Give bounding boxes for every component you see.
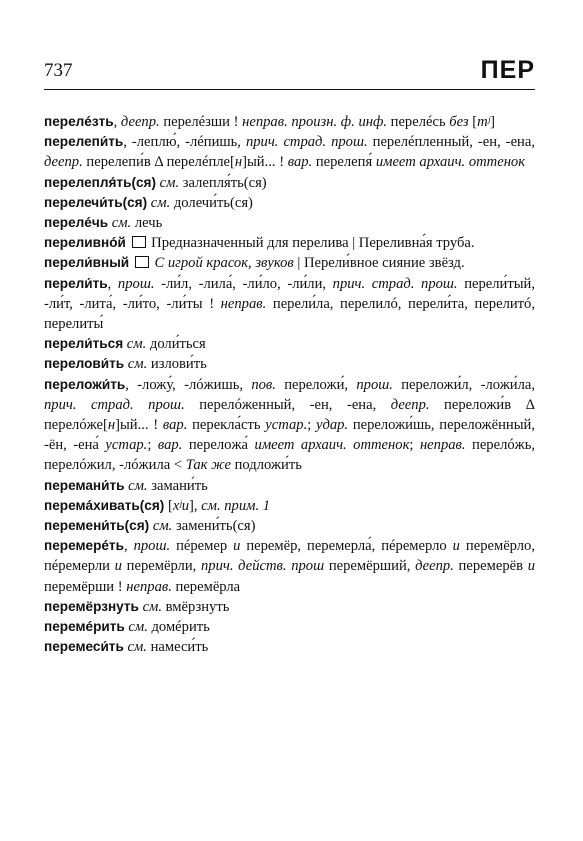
entry-label-italic: и <box>114 558 122 575</box>
dictionary-entry <box>44 617 535 637</box>
entry-text: перелéсь <box>387 114 450 130</box>
entry-label-italic: см. <box>126 336 147 353</box>
entry-headword: перелечи́ть(ся) <box>44 194 148 210</box>
entry-headword: перели́ться <box>44 336 124 352</box>
dictionary-entry <box>44 476 535 496</box>
entry-text: , -ложу́, -лóжишь, <box>125 376 252 393</box>
running-header: ПЕР <box>480 56 535 84</box>
header-rule <box>44 89 535 90</box>
entry-text: переложи́, <box>275 376 357 393</box>
dictionary-entry <box>44 173 535 193</box>
entry-label-italic: деепр. <box>415 558 454 575</box>
entry-text: домéрить <box>147 619 210 636</box>
entry-text: долечи́ть(ся) <box>170 194 253 211</box>
entry-label-italic: см. <box>127 639 147 656</box>
entry-text: перемёрла <box>171 578 241 595</box>
entry-text: перемёрло, пéремерли <box>44 538 536 575</box>
dictionary-entry <box>44 213 535 233</box>
dictionary-entry <box>44 375 535 476</box>
dictionary-entry <box>44 516 535 536</box>
entry-text: перелóжь, перелóжил, -лóжила < <box>44 437 536 474</box>
entry-text: перемёрши ! <box>44 578 127 595</box>
dictionary-entry <box>44 193 535 213</box>
entry-text: подложи́ть <box>230 457 302 474</box>
entry-label-italic: и <box>452 538 460 555</box>
entry-headword: перемани́ть <box>44 477 125 493</box>
entry-label-italic: вар. <box>157 437 183 454</box>
entry-text: , <box>123 538 134 555</box>
entry-headword: перемеси́ть <box>44 639 124 655</box>
entry-label-italic: см. <box>128 477 148 494</box>
entry-text: пéремер <box>170 538 234 555</box>
entry-text: замени́ть(ся) <box>172 518 256 535</box>
entry-headword: перелепля́ть(ся) <box>44 174 156 190</box>
entry-headword: перемáхивать(ся) <box>44 497 165 513</box>
entry-label-italic: имеет архаич. оттенок <box>375 154 526 171</box>
entry-label-italic: см. <box>127 356 148 373</box>
entry-text: залепля́ть(ся) <box>179 174 267 191</box>
entry-text: перелепи́в Δ перелéпле[ <box>82 154 235 171</box>
entry-label-italic: неправ. <box>220 295 267 312</box>
entry-text: переложи́шь, переложённый, -ён, -ена́ <box>44 417 535 454</box>
entry-label-italic: деепр. <box>390 396 430 413</box>
entry-headword: перелéзть <box>44 114 114 129</box>
entry-text: перели́тый, -ли́т, -лита́, -ли́то, -ли́ты ! <box>44 275 535 312</box>
entry-label-italic: Так же <box>185 457 231 474</box>
entry-headword: перелови́ть <box>44 356 125 372</box>
entry-label-italic: см. <box>128 619 148 636</box>
entry-headword: переливнóй <box>44 235 126 251</box>
entry-label-italic: имеет архаич. оттенок <box>254 437 410 454</box>
entry-label-italic: С игрой красок, звуков <box>154 255 294 272</box>
entry-text: перели́ла, перелилó, перели́та, перелитó, перелиты́ <box>44 295 535 333</box>
entry-label-italic: удар. <box>316 417 349 434</box>
entry-headword: перели́вный <box>44 255 130 271</box>
entry-label-italic: без <box>449 114 469 130</box>
entry-text: перелепя́ <box>312 154 376 171</box>
entry-label-italic: н <box>234 154 243 171</box>
dictionary-entry <box>44 233 535 253</box>
entry-text: замани́ть <box>147 477 208 494</box>
entry-label-italic: см. <box>111 215 132 232</box>
entry-label-italic: прош. <box>356 376 393 393</box>
square-mark-icon <box>132 236 146 248</box>
entry-text: ]ый... ! <box>115 417 163 434</box>
entry-text: перемерёв <box>453 558 528 575</box>
entry-label-italic: устар. <box>265 417 308 434</box>
entry-label-italic: см. прим. 1 <box>201 497 271 514</box>
entry-text: ; <box>147 437 158 454</box>
entry-label-italic: см. <box>159 174 180 191</box>
entry-text: ]ый... ! <box>242 154 288 171</box>
entry-text: переложи́в Δ перелóже[ <box>44 396 536 434</box>
dictionary-entry <box>44 496 535 516</box>
entry-headword: перелéчь <box>44 215 109 231</box>
page-number: 737 <box>44 60 73 81</box>
dictionary-entry <box>44 253 535 273</box>
entry-label-italic: устар. <box>105 437 148 454</box>
entry-text: перелéпленный, -ен, -ена, <box>367 134 535 151</box>
dictionary-entry <box>44 637 535 657</box>
dictionary-entry <box>44 597 535 617</box>
dictionary-entry <box>44 132 535 172</box>
entry-text: [ <box>164 497 173 514</box>
entry-text: доли́ться <box>146 336 206 353</box>
entry-label-italic: см. <box>142 598 163 615</box>
entry-label-italic: неправ. произн. ф. инф. <box>242 114 387 130</box>
entry-headword: перели́ть <box>44 275 108 291</box>
entry-headword: перемéрить <box>44 619 125 635</box>
entry-text: , <box>107 275 118 292</box>
entry-headword: перемерéть <box>44 538 124 554</box>
entry-label-italic: см. <box>150 194 171 211</box>
entry-headword: перемёрзнуть <box>44 598 139 614</box>
entry-label-italic: неправ. <box>419 437 466 454</box>
entry-headword: переложи́ть <box>44 376 126 392</box>
dictionary-entry <box>44 112 535 132</box>
entry-text: | Перели́вное сияние звёзд. <box>293 255 465 272</box>
entry-label-italic: вар. <box>162 417 188 434</box>
dictionary-entry <box>44 354 535 374</box>
dictionary-entry <box>44 334 535 354</box>
dictionary-entry <box>44 274 535 335</box>
entry-label-italic: неправ. <box>126 578 172 595</box>
entry-headword: перемени́ть(ся) <box>44 518 150 534</box>
entry-text: перелéзши ! <box>159 114 243 130</box>
entry-text: , -леплю́, -лéпишь, <box>123 134 246 151</box>
entry-label-italic: тʲ <box>477 114 491 130</box>
entry-text: , <box>113 114 121 130</box>
entry-label-italic: н <box>107 417 116 434</box>
entry-label-italic: прош. <box>133 538 171 555</box>
entry-text: излови́ть <box>147 356 207 373</box>
entry-label-italic: вар. <box>287 154 313 171</box>
entry-text: Предназначенный для перелива | Переливна́я труба. <box>151 235 475 252</box>
entry-text: [ <box>468 114 478 130</box>
entry-text: ; <box>409 437 420 454</box>
entry-text: -ли́л, -лила́, -ли́ло, -ли́ли, <box>154 275 333 292</box>
square-mark-icon <box>135 256 149 268</box>
entry-text: ; <box>307 417 317 434</box>
entry-label-italic: и <box>233 538 241 555</box>
entry-label-italic: деепр. <box>120 114 160 130</box>
entry-label-italic: пов. <box>251 376 276 393</box>
entry-text: лечь <box>131 215 163 232</box>
entry-text: ] <box>490 114 495 130</box>
entry-label-italic: и <box>527 558 535 575</box>
entry-label-italic: см. <box>152 518 173 535</box>
dictionary-entry <box>44 536 535 597</box>
entry-label-italic: прич. страд. прош. <box>245 134 368 151</box>
entry-text: перелóженный, -ен, -ена, <box>184 396 391 413</box>
entry-text: перемёр, перемерла́, пéремерло <box>240 538 453 555</box>
entry-text: перемёрли, <box>121 558 201 575</box>
entry-label-italic: хʲи <box>172 497 189 514</box>
entry-text: перелoжа́ <box>182 437 255 454</box>
entry-text: переложи́л, -ложи́ла, <box>392 376 535 393</box>
entry-text: вмёрзнуть <box>162 598 230 615</box>
entry-label-italic: прич. страд. прош. <box>332 275 458 292</box>
entry-text: перемёрший, <box>324 558 416 575</box>
entry-label-italic: прош. <box>117 275 155 292</box>
entry-text: перекла́сть <box>187 417 266 434</box>
entry-label-italic: прич. действ. прош <box>200 558 325 575</box>
entry-label-italic: прич. страд. прош. <box>44 396 185 413</box>
entry-text: намеси́ть <box>146 639 209 656</box>
entry-text: ], <box>189 497 202 514</box>
entry-label-italic: деепр. <box>44 154 83 171</box>
entry-list <box>44 112 535 657</box>
entry-headword: перелепи́ть <box>44 134 124 150</box>
